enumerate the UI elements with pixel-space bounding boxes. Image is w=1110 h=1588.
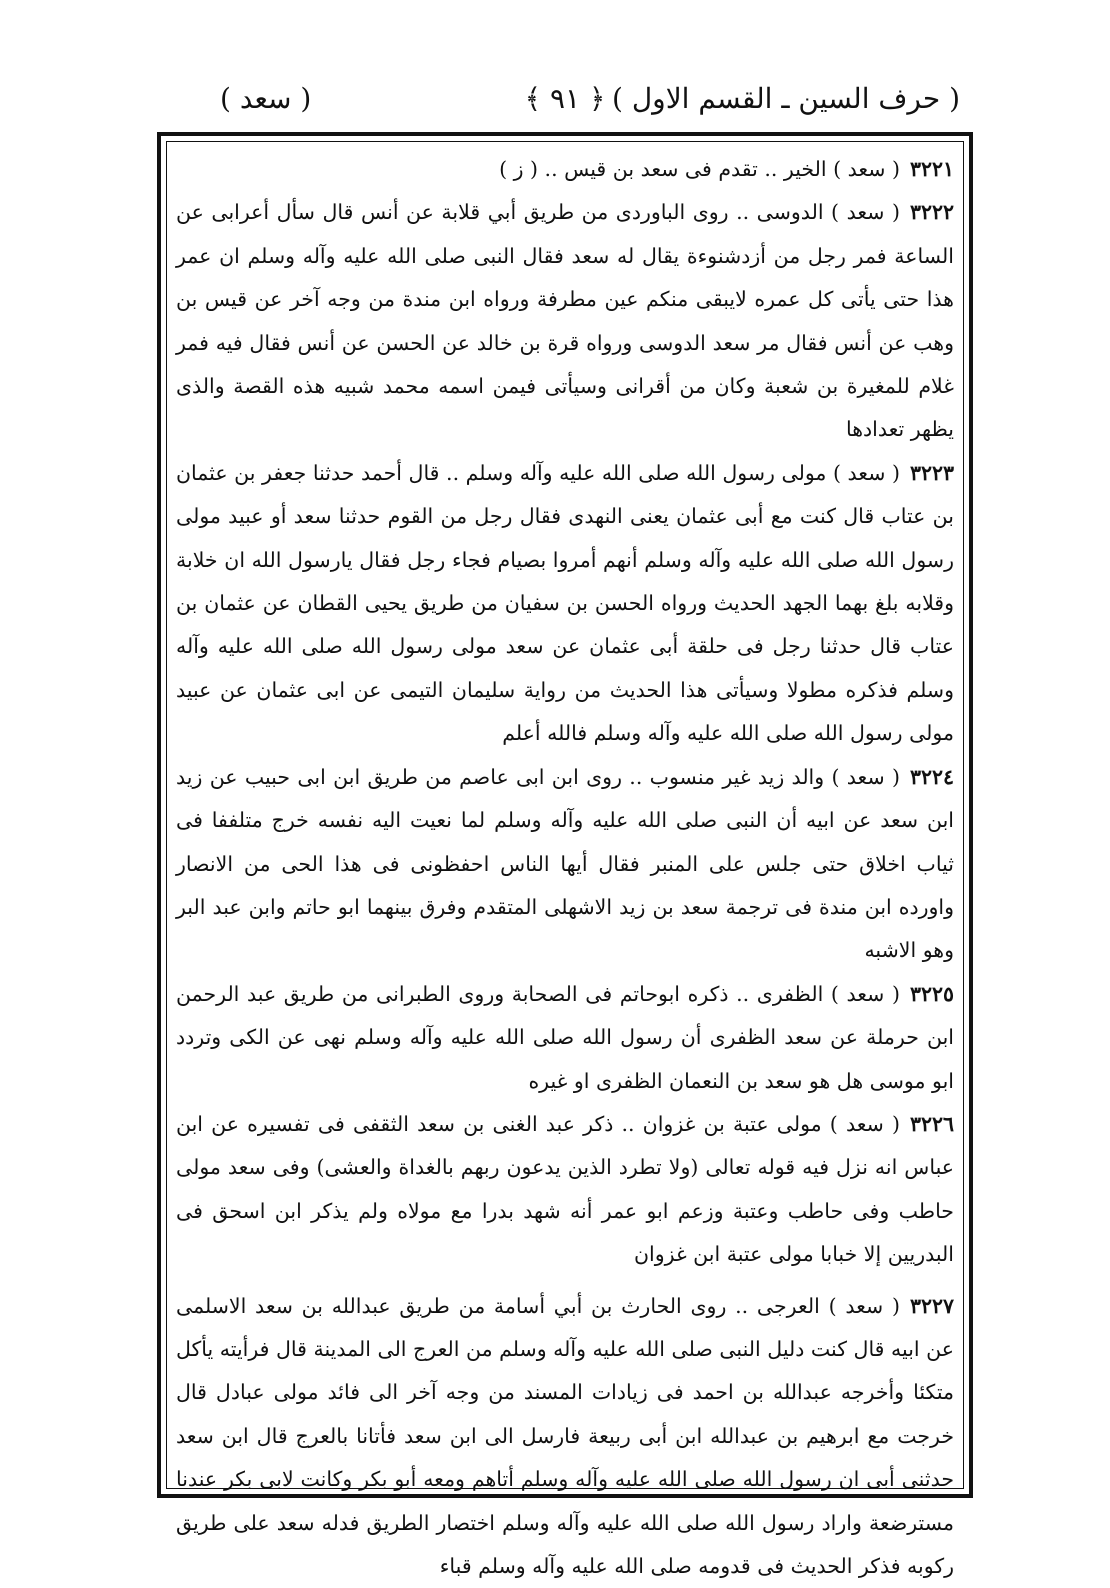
page-header <box>170 78 960 126</box>
entry-number: ٣٢٢٦ <box>909 1111 954 1136</box>
entry-3221 <box>176 148 954 191</box>
entry-number: ٣٢٢٥ <box>909 981 954 1006</box>
running-head-entry: ( سعد ) <box>220 82 312 115</box>
entry-3224 <box>176 756 954 973</box>
entry-number: ٣٢٢٧ <box>909 1293 954 1318</box>
entry-number: ٣٢٢٢ <box>909 200 954 225</box>
section-title: ( حرف السين ـ القسم الاول ) <box>612 82 960 115</box>
entry-text: ( سعد ) العرجى .. روى الحارث بن أبي أسامة من طريق عبدالله بن سعد الاسلمى عن ابيه قال كنت دليل النبى صلى الله عليه وآله وسلم من العرج الى المدينة قال فرأيته يأكل متكئا وأخرجه عبدالله بن احمد فى زيادات المسند من وجه آخر الى فائد مولى عبادل قال خرجت مع ابرهيم بن عبدالله ابن أبى ربيعة فارسل الى ابن سعد فأتانا بالعرج قال ابن سعد حدثنى أبى ان رسول الله صلى الله عليه وآله وسلم أتاهم ومعه أبو بكر وكانت لابى بكر عندنا مسترضعة واراد رسول الله صلى الله عليه وآله وسلم اختصار الطريق فدله سعد على طريق ركوبه فذكر الحديث فى قدومه صلى الله عليه وآله وسلم قباء <box>176 1293 954 1578</box>
page-number: ﴿ ۹۱ ﴾ <box>524 82 606 115</box>
entry-number: ٣٢٢٣ <box>909 460 954 485</box>
entry-text: ( سعد ) الدوسى .. روى الباوردى من طريق أبي قلابة عن أنس قال سأل أعرابى عن الساعة فمر رجل من أزدشنوءة يقال له سعد فقال النبى صلى الله عليه وآله وسلم ان عمر هذا حتى يأتى كل عمره لايبقى منكم عين مطرفة ورواه ابن مندة من وجه آخر عن قيس بن وهب عن أنس فقال مر سعد الدوسى ورواه قرة بن خالد عن الحسن عن أنس فقال فيه فمر غلام للمغيرة بن شعبة وكان من أقرانى وسيأتى فيمن اسمه محمد شبيه هذه القصة والذى يظهر تعدادها <box>176 200 954 442</box>
entry-3223 <box>176 452 954 756</box>
entry-3226 <box>176 1103 954 1277</box>
entry-text: ( سعد ) الخير .. تقدم فى سعد بن قيس .. ( ز ) <box>499 157 900 181</box>
entry-text: ( سعد ) مولى رسول الله صلى الله عليه وآله وسلم .. قال أحمد حدثنا جعفر بن عثمان بن عتاب قال كنت مع أبى عثمان يعنى النهدى فقال رجل من القوم حدثنا سعد أو عبيد مولى رسول الله صلى الله عليه وآله وسلم أنهم أمروا بصيام فجاء رجل فقال يارسول الله ان خلابة وقلابه بلغ بهما الجهد الحديث ورواه الحسن بن سفيان من طريق يحيى القطان عن عثمان بن عتاب قال حدثنا رجل فى حلقة أبى عثمان عن سعد مولى رسول الله صلى الله عليه وآله وسلم فذكره مطولا وسيأتى هذا الحديث من رواية سليمان التيمى عن ابى عثمان عن عبيد مولى رسول الله صلى الله عليه وآله وسلم فالله أعلم <box>176 460 954 746</box>
entry-number: ٣٢٢٤ <box>909 764 954 789</box>
entry-3225 <box>176 973 954 1103</box>
entry-text: ( سعد ) مولى عتبة بن غزوان .. ذكر عبد الغنى بن سعد الثقفى فى تفسيره عن ابن عباس انه نزل فيه قوله تعالى (ولا تطرد الذين يدعون ربهم بالغداة والعشى) وفى سعد مولى حاطب وفى حاطب وعتبة وزعم ابو عمر أنه شهد بدرا مع مولاه ولم يذكر ابن اسحق فى البدريين إلا خبابا مولى عتبة ابن غزوان <box>176 1111 954 1267</box>
entry-text: ( سعد ) والد زيد غير منسوب .. روى ابن ابى عاصم من طريق ابن ابى حبيب عن زيد ابن سعد عن ابيه أن النبى صلى الله عليه وآله وسلم لما نعيت اليه نفسه خرج متلففا فى ثياب اخلاق حتى جلس على المنبر فقال أيها الناس احفظونى فى هذا الحى من الانصار واورده ابن مندة فى ترجمة سعد بن زيد الاشهلى المتقدم وفرق بينهما ابو حاتم وابن عبد البر وهو الاشبه <box>176 764 954 963</box>
entry-number: ٣٢٢١ <box>909 157 954 181</box>
entries-body <box>176 148 954 1578</box>
entry-text: ( سعد ) الظفرى .. ذكره ابوحاتم فى الصحابة وروى الطبرانى من طريق عبد الرحمن ابن حرملة عن سعد الظفرى أن رسول الله صلى الله عليه وآله وسلم نهى عن الكى وتردد ابو موسى هل هو سعد بن النعمان الظفرى او غيره <box>176 981 954 1093</box>
entry-3227 <box>176 1285 954 1588</box>
entry-3222 <box>176 191 954 451</box>
